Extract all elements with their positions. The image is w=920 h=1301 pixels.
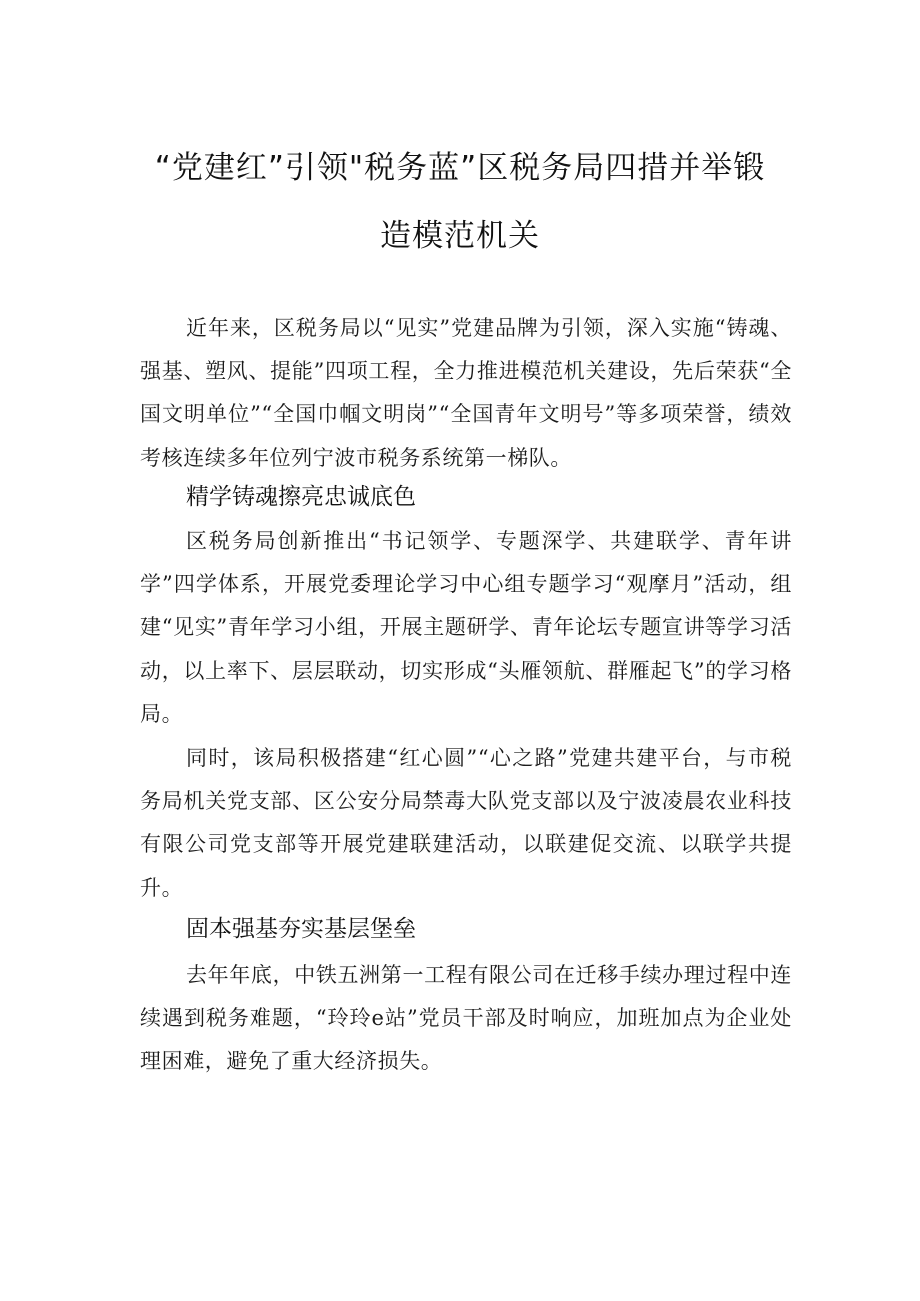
document-title-line-1: “党建红”引领"税务蓝”区税务局四措并举锻	[154, 150, 766, 186]
section-heading-1: 精学铸魂擦亮忠诚底色	[186, 484, 416, 510]
document-title-line-2: 造模范机关	[380, 218, 540, 254]
section-heading-2: 固本强基夯实基层堡垒	[186, 916, 416, 942]
section1-paragraph-2: 同时，该局积极搭建“红心圆”“心之路”党建共建平台，与市税务局机关党支部、区公安分局禁毒大队党支部以及宁波凌晨农业科技有限公司党支部等开展党建联建活动，以联建促交流、以联学共提升。	[140, 746, 792, 900]
section2-paragraph-1: 去年年底，中铁五洲第一工程有限公司在迁移手续办理过程中连续遇到税务难题，“玲玲e站”党员干部及时响应，加班加点为企业处理困难，避免了重大经济损失。	[140, 963, 792, 1074]
intro-paragraph: 近年来，区税务局以“见实”党建品牌为引领，深入实施“铸魂、强基、塑风、提能”四项工程，全力推进模范机关建设，先后荣获“全国文明单位”“全国巾帼文明岗”“全国青年文明号”等多项荣誉，绩效考核连续多年位列宁波市税务系统第一梯队。	[140, 316, 792, 470]
section1-paragraph-1: 区税务局创新推出“书记领学、专题深学、共建联学、青年讲学”四学体系，开展党委理论学习中心组专题学习“观摩月”活动，组建“见实”青年学习小组，开展主题研学、青年论坛专题宣讲等学习活动，以上率下、层层联动，切实形成“头雁领航、群雁起飞”的学习格局。	[140, 529, 792, 726]
